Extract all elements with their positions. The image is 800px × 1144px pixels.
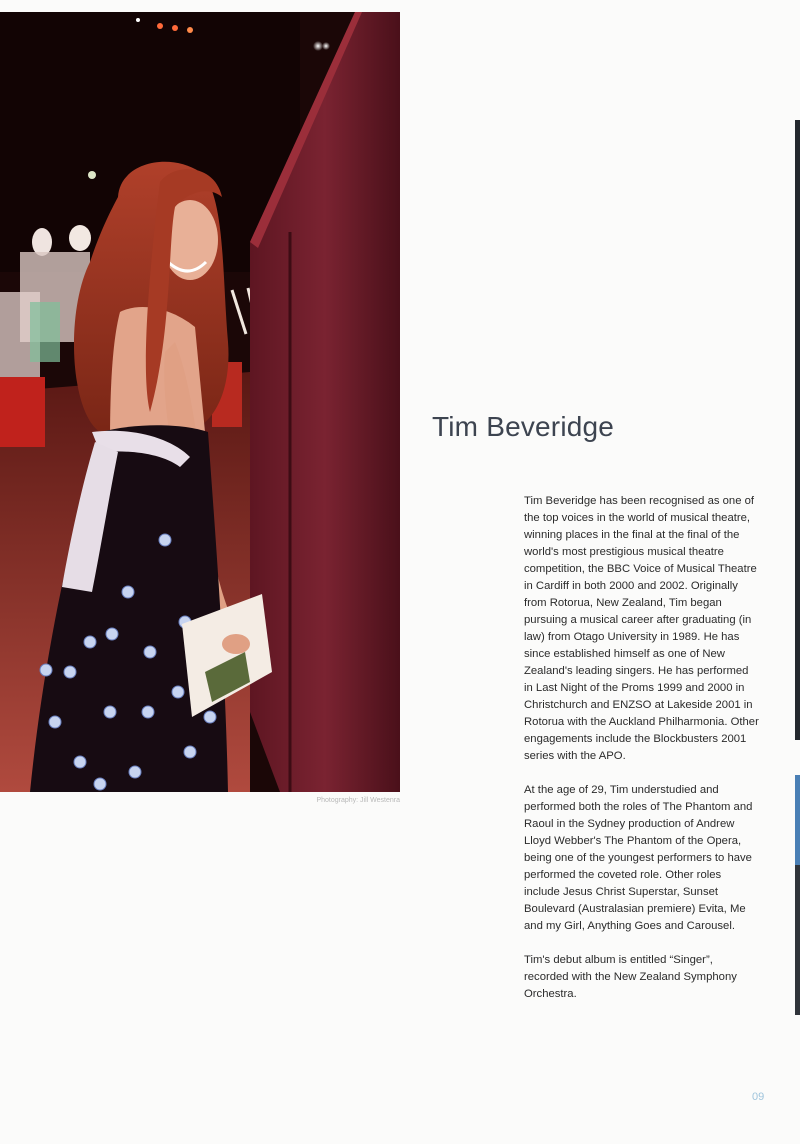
- biography: [524, 493, 760, 1020]
- bio-paragraph: Tim Beveridge has been recognised as one of the top voices in the world of musical theatre, winning places in the final at the final of the world's most prestigious musical theatre competition, the BBC Voice of Musical Theatre in Cardiff in both 2000 and 2002. Originally from Rotorua, New Zealand, Tim began pursuing a musical career after graduating (in law) from Otago University in 1989. He has since established himself as one of New Zealand's leading singers. He has performed in Last Night of the Proms 1999 and 2000 in Christchurch and ENZSO at Lakeside 2001 in Rotorua with the Auckland Philharmonia. Other engagements include the Blockbusters 2001 series with the APO.: [524, 495, 759, 762]
- photo-credit: Photography: Jill Westenra: [316, 797, 400, 804]
- page-edge: [795, 120, 800, 740]
- page-edge: [795, 775, 800, 865]
- bio-paragraph: At the age of 29, Tim understudied and performed both the roles of The Phantom and Raoul in the Sydney production of Andrew Lloyd Webber's The Phantom of the Opera, being one of the youngest performers to have performed the coveted role. Other roles include Jesus Christ Superstar, Sunset Boulevard (Australasian premiere) Evita, Me and my Girl, Anything Goes and Carousel.: [524, 784, 753, 932]
- page-title: Tim Beveridge: [432, 410, 615, 442]
- bio-paragraph: Tim's debut album is entitled “Singer”, recorded with the New Zealand Symphony Orchestra.: [524, 954, 737, 1000]
- portrait-photo: [0, 12, 400, 792]
- page-edge: [795, 865, 800, 1015]
- page-number: 09: [752, 1091, 765, 1103]
